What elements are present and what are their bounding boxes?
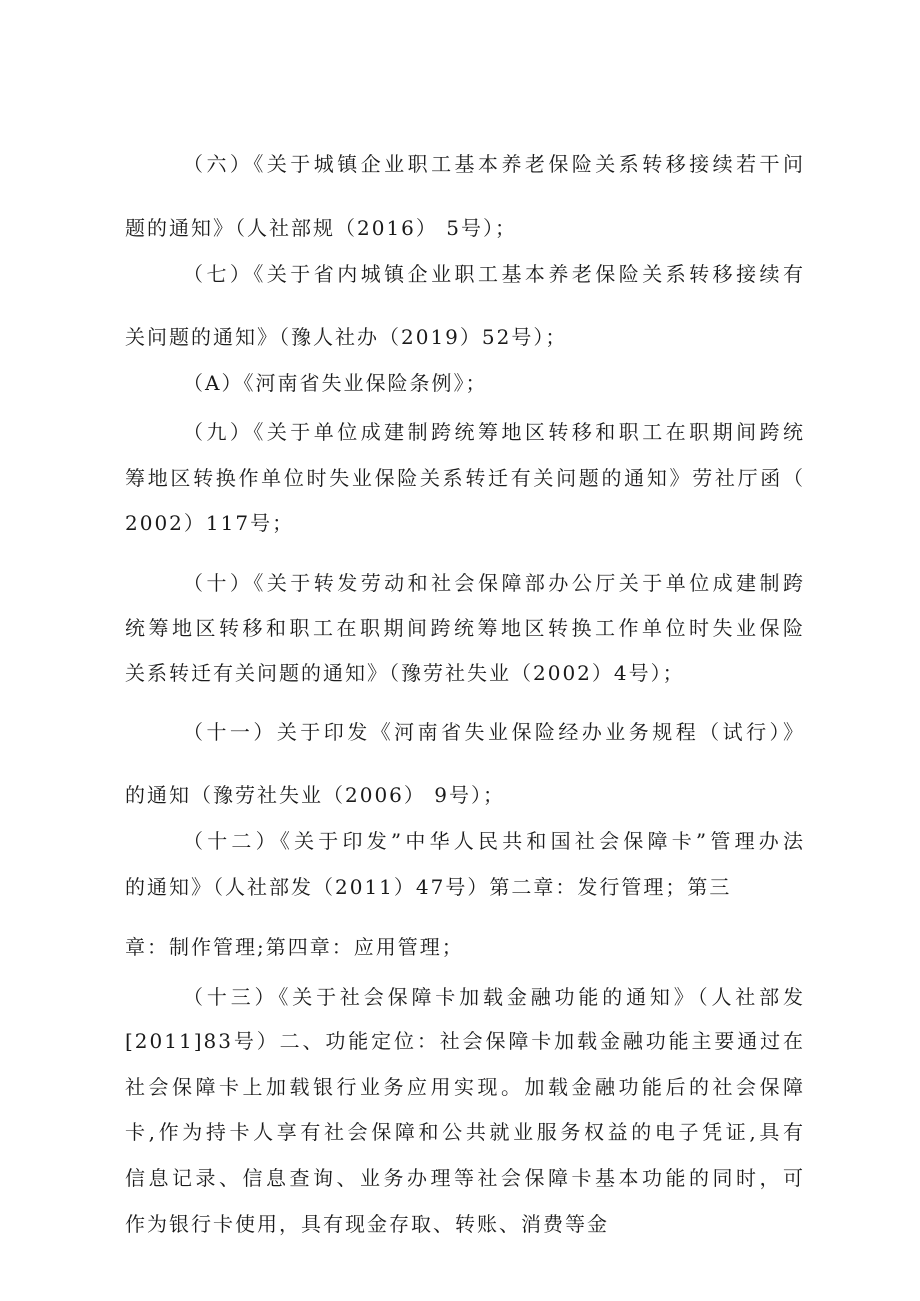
text-line: （十）《关于转发劳动和社会保障部办公厅关于单位成建制跨 [183, 571, 805, 595]
text-line: （A）《河南省失业保险条例》； [183, 371, 488, 395]
text-line: [2011]83号）二、功能定位：社会保障卡加载金融功能主要通过在 [125, 1029, 805, 1053]
text-line: 章：制作管理;第四章：应用管理； [125, 935, 464, 959]
text-line: 卡,作为持卡人享有社会保障和公共就业服务权益的电子凭证,具有 [125, 1120, 805, 1144]
text-line: （十一）关于印发《河南省失业保险经办业务规程（试行）》 [183, 720, 805, 744]
text-line: 题的通知》（人社部规（2016） 5号）； [125, 216, 517, 240]
text-line: （六）《关于城镇企业职工基本养老保险关系转移接续若干问 [183, 152, 805, 176]
text-line: （九）《关于单位成建制跨统筹地区转移和职工在职期间跨统 [183, 420, 805, 444]
text-line: 关问题的通知》（豫人社办（2019）52号）； [125, 325, 568, 349]
text-line: 社会保障卡上加载银行业务应用实现。加载金融功能后的社会保障 [125, 1075, 805, 1099]
text-line: 统筹地区转移和职工在职期间跨统筹地区转换工作单位时失业保险 [125, 616, 805, 640]
text-line: 的通知（豫劳社失业（2006） 9号）； [125, 783, 505, 807]
text-line: 的通知》（人社部发（2011）47号）第二章：发行管理；第三 [125, 875, 732, 899]
text-line: 作为银行卡使用，具有现金存取、转账、消费等金 [125, 1212, 609, 1236]
text-line: （十三）《关于社会保障卡加载金融功能的通知》（人社部发 [183, 985, 805, 1009]
text-line: （七）《关于省内城镇企业职工基本养老保险关系转移接续有 [183, 262, 805, 286]
text-line: （十二）《关于印发”中华人民共和国社会保障卡”管理办法 [183, 829, 805, 853]
text-line: 信息记录、信息查询、业务办理等社会保障卡基本功能的同时，可 [125, 1166, 805, 1190]
text-line: 关系转迁有关问题的通知》（豫劳社失业（2002）4号）； [125, 661, 685, 685]
text-line: 2002）117号； [125, 511, 295, 535]
text-line: 筹地区转换作单位时失业保险关系转迁有关问题的通知》劳社厅函（ [125, 466, 805, 490]
